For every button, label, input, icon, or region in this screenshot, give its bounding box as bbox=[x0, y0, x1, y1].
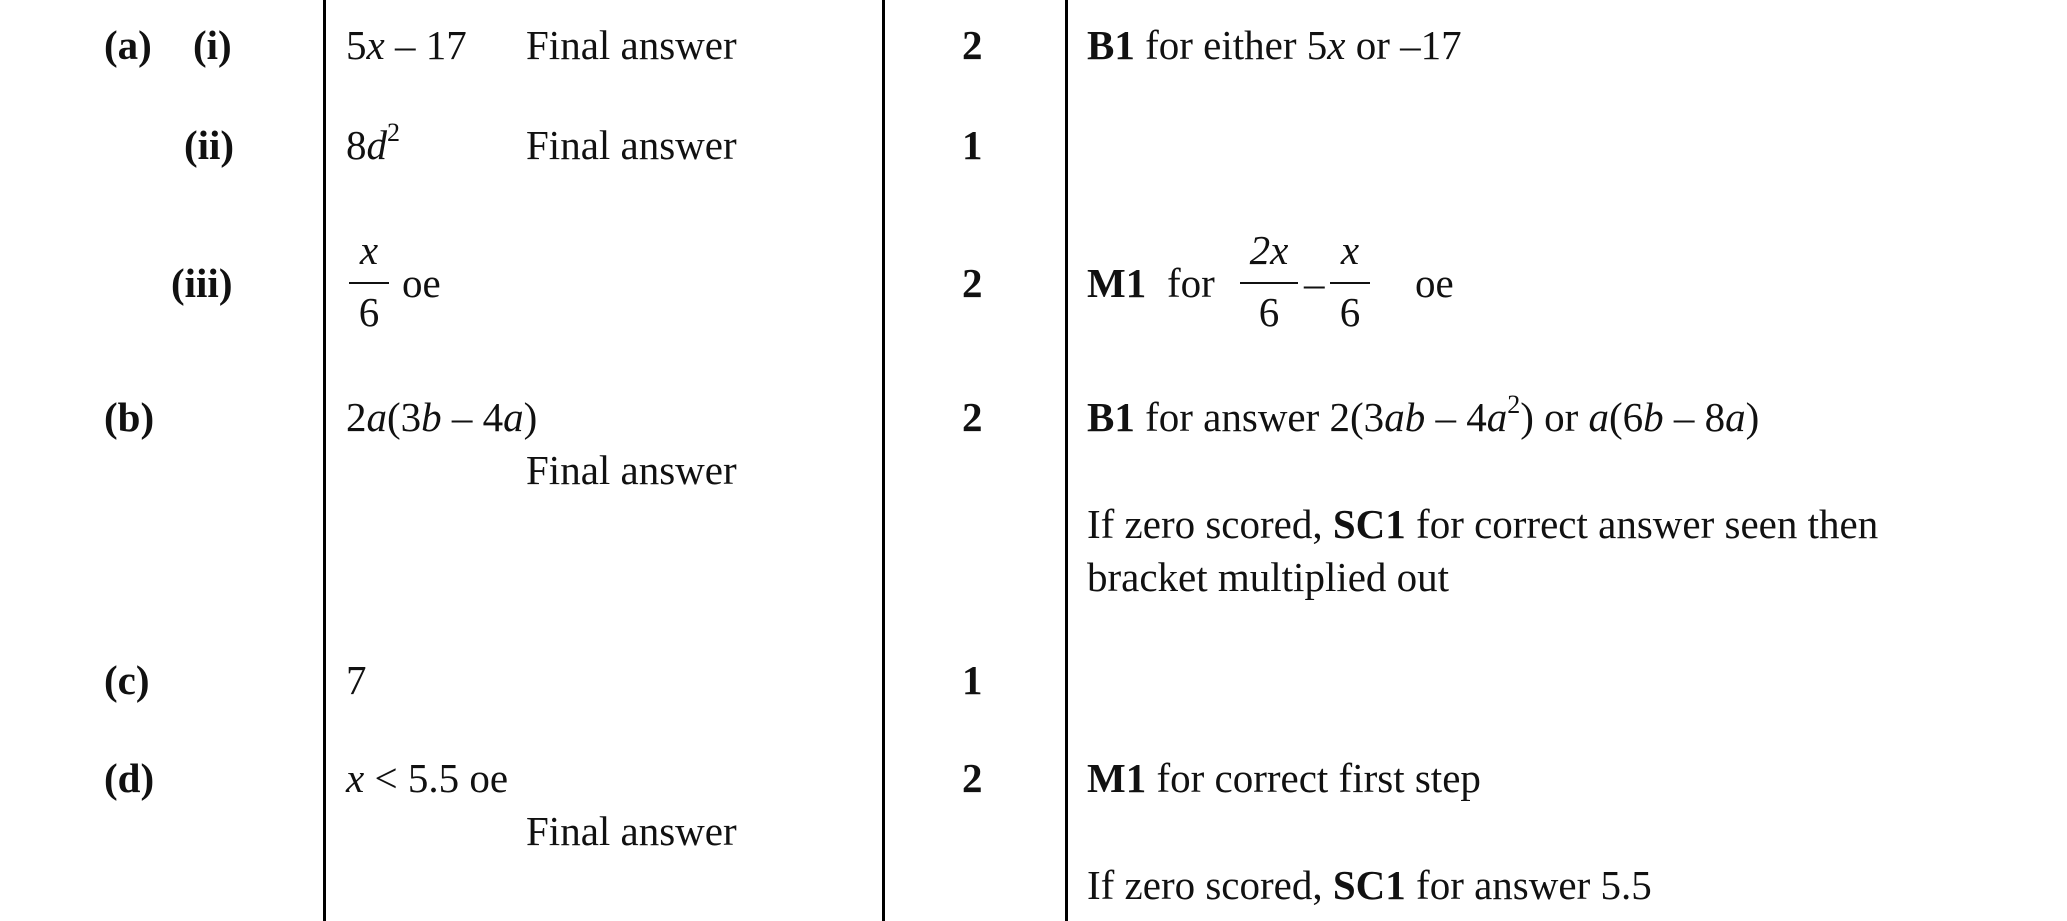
guidance-text: or –17 bbox=[1345, 22, 1462, 68]
fraction-numerator: x bbox=[359, 227, 379, 273]
guidance-text: ) or bbox=[1520, 394, 1589, 440]
part-label-d: (d) bbox=[104, 755, 155, 801]
answer-b: 2a(3b – 4a) bbox=[346, 394, 538, 440]
special-case-b-line2: bracket multiplied out bbox=[1087, 554, 1450, 600]
answer-variable: x bbox=[346, 755, 365, 801]
guidance-var: b bbox=[1643, 394, 1664, 440]
answer-a-ii bbox=[346, 118, 400, 168]
sub-label-i: (i) bbox=[193, 22, 232, 68]
guidance-fraction-2 bbox=[1330, 227, 1370, 336]
guidance-text: for answer 2(3 bbox=[1134, 394, 1385, 440]
mark-a-iii: 2 bbox=[962, 260, 983, 306]
mark-d: 2 bbox=[962, 755, 983, 801]
fraction-numerator: x bbox=[1340, 227, 1360, 273]
part-label-b: (b) bbox=[104, 394, 155, 440]
mark-code: SC1 bbox=[1332, 862, 1406, 908]
final-answer-note: Final answer bbox=[526, 122, 737, 168]
guidance-b bbox=[1087, 390, 1760, 440]
guidance-text: for correct first step bbox=[1146, 755, 1481, 801]
part-label-a: (a) bbox=[104, 22, 152, 68]
mark-code: M1 bbox=[1087, 755, 1147, 801]
guidance-var: ab bbox=[1384, 394, 1426, 440]
guidance-var: x bbox=[1327, 22, 1346, 68]
guidance-text: for correct answer seen then bbox=[1405, 501, 1879, 547]
answer-variable: d bbox=[366, 122, 387, 168]
guidance-var: a bbox=[1486, 394, 1508, 440]
guidance-suffix: oe bbox=[1415, 260, 1454, 306]
guidance-text: for answer 5.5 bbox=[1405, 862, 1652, 908]
guidance-exponent: 2 bbox=[1507, 390, 1521, 419]
answer-suffix: oe bbox=[402, 260, 441, 306]
guidance-text: (6 bbox=[1609, 394, 1644, 440]
guidance-fraction-1 bbox=[1240, 227, 1298, 336]
guidance-text: If zero scored, bbox=[1087, 501, 1333, 547]
mark-code: M1 bbox=[1087, 260, 1147, 306]
column-divider-2 bbox=[882, 0, 885, 921]
fraction-bar bbox=[349, 282, 389, 284]
answer-coefficient: 8 bbox=[346, 122, 367, 168]
final-answer-note: Final answer bbox=[526, 447, 737, 493]
fraction-numerator: 2x bbox=[1249, 227, 1289, 273]
column-divider-3 bbox=[1065, 0, 1068, 921]
guidance-var: a bbox=[1725, 394, 1746, 440]
special-case-b bbox=[1087, 501, 1879, 547]
guidance-a-i bbox=[1087, 22, 1462, 68]
guidance-text: ) bbox=[1745, 394, 1760, 440]
special-case-d bbox=[1087, 862, 1652, 908]
fraction-denominator: 6 bbox=[1258, 289, 1280, 335]
mark-a-ii: 1 bbox=[962, 122, 983, 168]
guidance-text: If zero scored, bbox=[1087, 862, 1333, 908]
guidance-text: – 4 bbox=[1425, 394, 1487, 440]
mark-a-i: 2 bbox=[962, 22, 983, 68]
answer-expr: < 5.5 oe bbox=[364, 755, 509, 801]
answer-d bbox=[346, 755, 509, 801]
mark-code: SC1 bbox=[1332, 501, 1406, 547]
mark-code: B1 bbox=[1087, 394, 1135, 440]
answer-exponent: 2 bbox=[387, 118, 400, 147]
column-divider-1 bbox=[323, 0, 326, 921]
sub-label-iii: (iii) bbox=[171, 260, 233, 306]
part-label-c: (c) bbox=[104, 657, 150, 703]
answer-a-i bbox=[346, 22, 467, 68]
mark-code: B1 bbox=[1087, 22, 1135, 68]
final-answer-note: Final answer bbox=[526, 808, 737, 854]
final-answer-note: Final answer bbox=[526, 22, 737, 68]
sub-label-ii: (ii) bbox=[184, 122, 235, 168]
answer-c: 7 bbox=[346, 657, 367, 703]
mark-b: 2 bbox=[962, 394, 983, 440]
guidance-text: for either 5 bbox=[1134, 22, 1328, 68]
minus-sign: – bbox=[1304, 260, 1325, 306]
guidance-text: for bbox=[1167, 260, 1215, 306]
guidance-d bbox=[1087, 755, 1481, 801]
mark-c: 1 bbox=[962, 657, 983, 703]
fraction-denominator: 6 bbox=[358, 289, 380, 335]
answer-fraction bbox=[349, 227, 389, 336]
fraction-denominator: 6 bbox=[1339, 289, 1361, 335]
fraction-bar bbox=[1330, 282, 1370, 284]
guidance-var: a bbox=[1588, 394, 1609, 440]
fraction-bar bbox=[1240, 282, 1298, 284]
guidance-text: – 8 bbox=[1663, 394, 1726, 440]
answer-expr: 5x – 17 bbox=[346, 22, 467, 68]
